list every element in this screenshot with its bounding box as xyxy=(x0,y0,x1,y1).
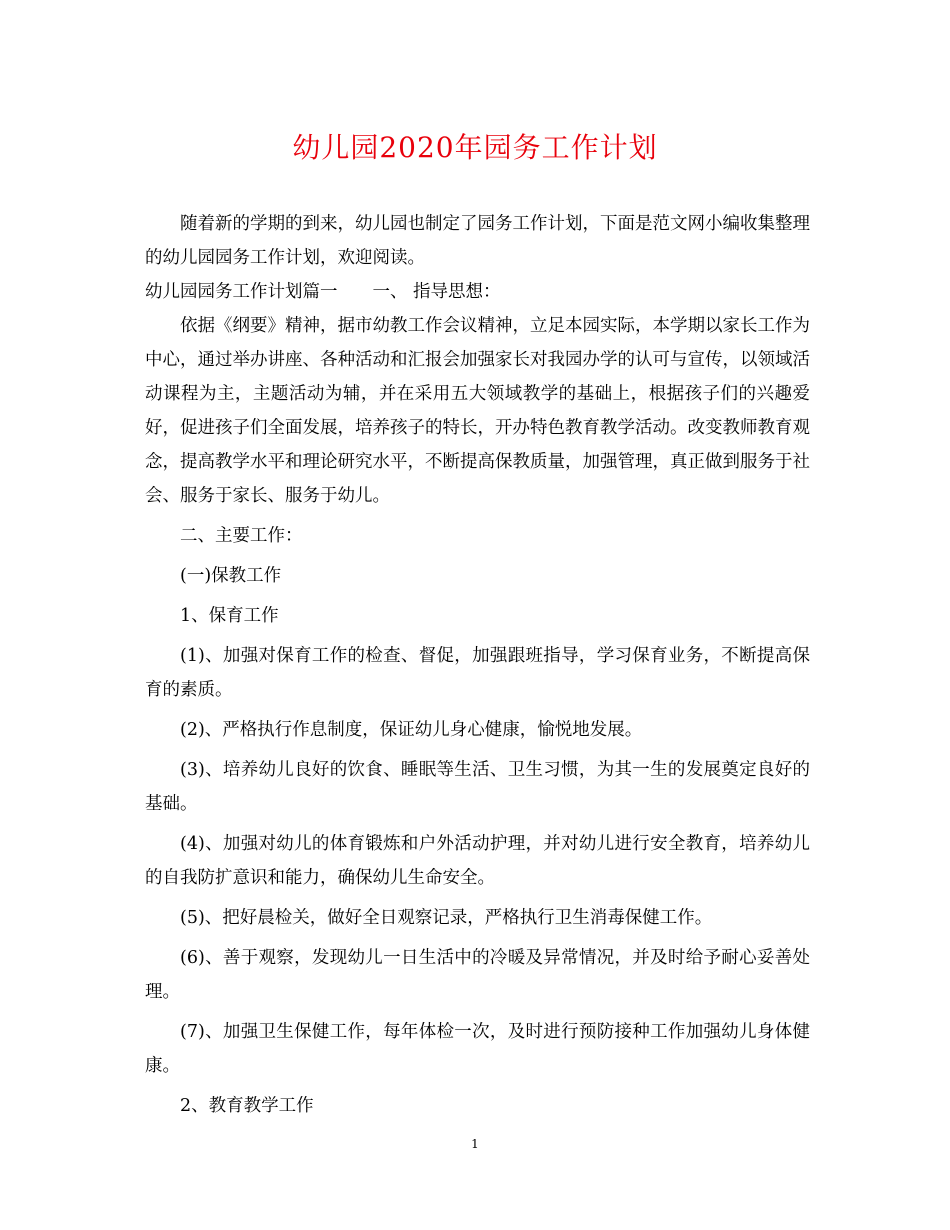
list-item-1: (1)、加强对保育工作的检查、督促，加强跟班指导，学习保育业务，不断提高保育的素质。 xyxy=(145,646,810,700)
list-item-3: (3)、培养幼儿良好的饮食、睡眠等生活、卫生习惯，为其一生的发展奠定良好的基础。 xyxy=(145,760,810,814)
document-title: 幼儿园2020年园务工作计划 xyxy=(292,131,658,164)
page-number: 1 xyxy=(471,1137,479,1151)
guiding-ideology-paragraph: 依据《纲要》精神，据市幼教工作会议精神，立足本园实际，本学期以家长工作为中心，通过举办讲座、各种活动和汇报会加强家长对我园办学的认可与宣传，以领域活动课程为主，主题活动为辅，并在采用五大领域教学的基础上，根据孩子们的兴趣爱好，促进孩子们全面发展，培养孩子的特长，开办特色教育教学活动。改变教师教育观念，提高教学水平和理论研究水平，不断提高保教质量，加强管理，真正做到服务于社会、服务于家长、服务于幼儿。 xyxy=(145,316,810,506)
subsection-heading-care-education: (一)保教工作 xyxy=(180,566,282,586)
section-heading-plan-1: 幼儿园园务工作计划篇一 一、 指导思想： xyxy=(145,282,501,302)
document-body xyxy=(145,207,810,1123)
subsection-heading-care-work: 1、保育工作 xyxy=(180,606,279,626)
list-item-7: (7)、加强卫生保健工作，每年体检一次，及时进行预防接种工作加强幼儿身体健康。 xyxy=(145,1022,810,1076)
section-heading-main-work: 二、主要工作： xyxy=(180,526,303,546)
intro-paragraph: 随着新的学期的到来，幼儿园也制定了园务工作计划，下面是范文网小编收集整理的幼儿园园务工作计划，欢迎阅读。 xyxy=(145,214,810,268)
list-item-5: (5)、把好晨检关，做好全日观察记录，严格执行卫生消毒保健工作。 xyxy=(180,908,713,928)
subsection-heading-teaching-work: 2、教育教学工作 xyxy=(180,1096,314,1116)
list-item-4: (4)、加强对幼儿的体育锻炼和户外活动护理，并对幼儿进行安全教育，培养幼儿的自我防扩意识和能力，确保幼儿生命安全。 xyxy=(145,834,810,888)
list-item-6: (6)、善于观察，发现幼儿一日生活中的冷暖及异常情况，并及时给予耐心妥善处理。 xyxy=(145,948,810,1002)
list-item-2: (2)、严格执行作息制度，保证幼儿身心健康，愉悦地发展。 xyxy=(180,720,643,740)
